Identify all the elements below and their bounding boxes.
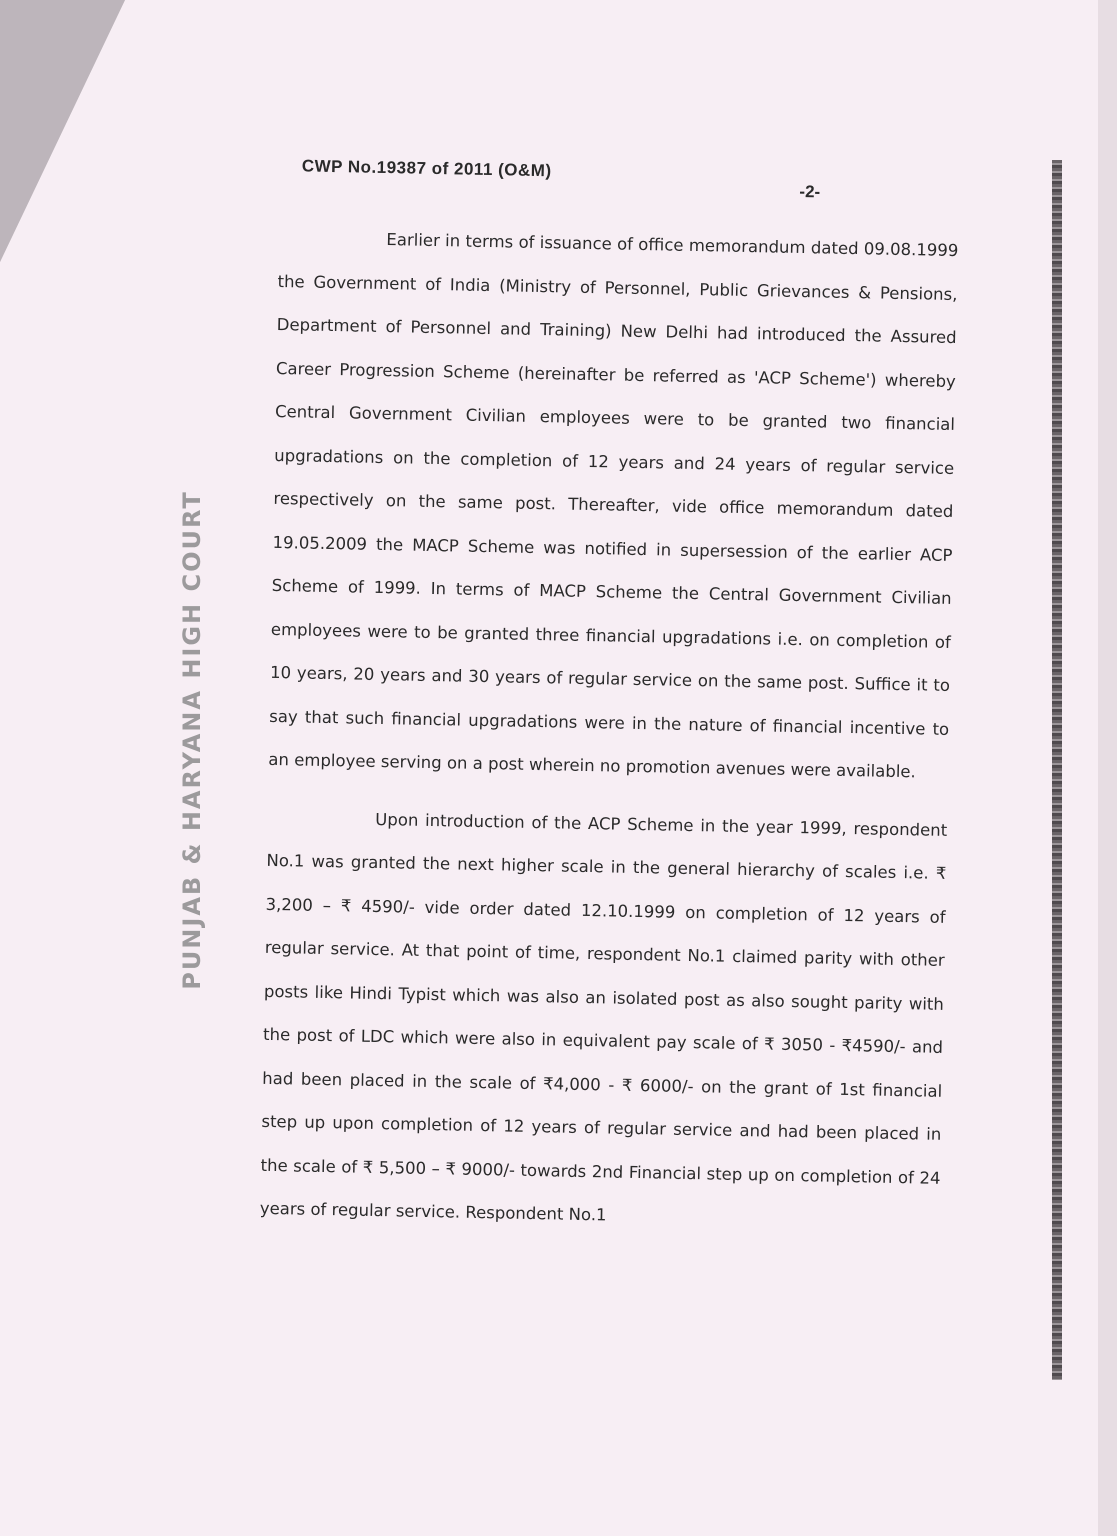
page-margin-strip xyxy=(1098,0,1117,1536)
side-stamp xyxy=(172,490,212,990)
document-content xyxy=(259,156,960,1257)
page-edge-shadow xyxy=(1052,160,1062,1380)
side-stamp-text: PUNJAB & HARYANA HIGH COURT xyxy=(178,490,207,990)
paragraph-2: Upon introduction of the ACP Scheme in the year 1999, respondent No.1 was granted the next higher scale in the general hierarchy of scales i.e. ₹ 3,200 – ₹ 4590/- vide order dated 12.10.1999 on completion of 12 years of regular service. At that point of time, respondent No.1 claimed parity with other posts like Hindi Typist which was also an isolated post as also sought parity with the post of LDC which were also in equivalent pay scale of ₹ 3050 - ₹4590/- and had been placed in the scale of ₹4,000 - ₹ 6000/- on the grant of 1st financial step up upon completion of 12 years of regular service and had been placed in the scale of ₹ 5,500 – ₹ 9000/- towards 2nd Financial step up on completion of 24 years of regular service. Respondent No.1 xyxy=(259,809,948,1225)
page-number: -2- xyxy=(799,181,821,202)
paragraph-1: Earlier in terms of issuance of office memorandum dated 09.08.1999 the Government of India (Ministry of Personnel, Public Grievances & Pensions, Department of Personnel and Training) New Delhi had introduced the Assured Career Progression Scheme (hereinafter be referred as 'ACP Scheme') whereby Central Government Civilian employees were to be granted two financial upgradations on the completion of 12 years and 24 years of regular service respectively on the same post. Thereafter, vide office memorandum dated 19.05.2009 the MACP Scheme was notified in supersession of the earlier ACP Scheme of 1999. In terms of MACP Scheme the Central Government Civilian employees were to be granted three financial upgradations i.e. on completion of 10 years, 20 years and 30 years of regular service on the same post. Suffice it to say that such financial upgradations were in the nature of financial incentive to an employee serving on a post wherein no promotion avenues were available. xyxy=(268,230,959,782)
case-number: CWP No.19387 of 2011 (O&M) xyxy=(301,156,552,181)
